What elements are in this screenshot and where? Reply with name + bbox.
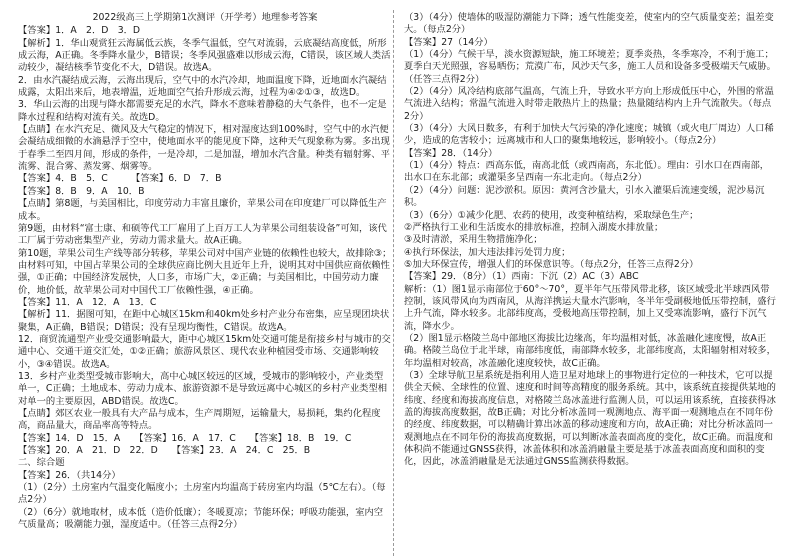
answer-paragraph: 【答案】11．A 12．A 13．C <box>18 296 157 308</box>
answer-paragraph: 【解析】11．据图可知，在距中心城区15km和40km处乡村产业分布密集，应呈现团块状聚集，A正确，B错误；D错误；没有呈现均衡性，C错误。故选A。 <box>18 309 390 333</box>
answer-paragraph: 【答案】20．A 21．D 22．D 【答案】23．A 24．C 25．B <box>18 445 311 457</box>
answer-paragraph: ②严格执行工业和生活废水的排放标准，控制入湖废水排放量； <box>404 221 664 233</box>
answer-paragraph: 【答案】26．（共14分） <box>18 469 121 481</box>
answer-paragraph: 2．由水汽凝结成云海，云海出现后，空气中的水汽冷却，地面温度下降，近地面水汽凝结成露，太阳出来后，地表增温，近地面空气抬升形成云海，过程为④②①③，故选D。 <box>18 74 387 99</box>
answer-paragraph: 13．乡村产业类型受城市影响大，高中心城区较远的区域，受城市的影响较小，产业类型单一，C正确；土地成本、劳动力成本、旅游资源不是导致远离中心城区的乡村产业类型相对单一的主要原因，ABD错误。故选C。 <box>18 370 388 407</box>
answer-paragraph: 【点睛】第8题，与美国相比，印度劳动力丰富且廉价，苹果公司在印度建厂可以降低生产成本。 <box>18 198 387 222</box>
answer-paragraph: （2）（4分）风冷结构底部气温高，气流上升，导致水平方向上形成低压中心，外围的常温气流进入结构；常温气流进入时带走散热片上的热量；热量随结构内上升气流散失。（每点2分） <box>404 86 774 122</box>
answer-paragraph: 第10题，苹果公司生产线等部分转移，苹果公司对中国产业链的依赖性也较大，故排除③；由材料可知，中国占苹果公司的全球供应商比例大且近年上升，说明其对中国供应商依赖性强，①正确；中国经济发展快，人口多，市场广大，②正确；与美国相比，中国劳动力廉价，地价低，故苹果公司对中国代工厂依赖性强，④正确。 <box>18 247 392 296</box>
answer-paragraph: 第9题，由材料“富士康、和硕等代工厂雇用了上百万工人为苹果公司组装设备”可知，该代工厂属于劳动密集型产业，劳动力需求量大。故A正确。 <box>18 222 387 247</box>
answer-paragraph: （1）（4分）气候干旱，淡水资源短缺，施工环境差；夏季炎热，冬季寒冷，不利于施工；夏季白天光照强，容易晒伤；荒漠广布，风沙天气多，施工人员和设备多受极端天气威胁。（任答三点得2分） <box>404 49 776 85</box>
answer-paragraph: 【解析】1．华山观赏狂云海属低云族，冬季气温低，空气对流弱，云底凝结高度低，所形成云海，A正确。冬季降水量少，B错误；冬季风强盛难以形成云海，C错误，该区域人类活动较少，凝结核季节变化不大，D错误。故选A。 <box>18 37 391 74</box>
answer-paragraph: （3）全球导航卫星系统是指利用人造卫星对地球上的事物进行定位的一种技术，它可以提供全天候、全球性的位置、速度和时间等高精度的服务系统。其中，该系统直接提供某地的纬度、经度和海拔高度信息，对格陵兰岛冰盖进行监测人员，可以运用该系统，直接获得冰盖的海拔高度数据，故B正确；对比分析冰盖同一观测地点、海平面一观测地点在不同年份的经度、纬度数据，可以精确计算出冰盖的移动速度和方向，故A正确；对比分析冰盖同一观测地点在不同年份的海拔高度数据，可以判断冰盖表面高度的变化，故C正确。而温度和体积尚不能通过GNSS获得，冰盖体积和冰盖消融量主要是基于冰盖表面高度和面积的变化，因此，冰盖消融量是无法通过GNSS监测获得数据。 <box>404 369 776 468</box>
answer-paragraph: 【答案】28．（14分） <box>404 147 498 159</box>
answer-paragraph: （3）（4分）大风日数多，有利于加快大气污染的净化速度；城镇（或火电厂周边）人口稀少，造成的危害较小；远离城市和人口的聚集地较远，影响较小。（每点2分） <box>404 123 774 147</box>
answer-paragraph: 【答案】29．（8分）（1）西南：下沉（2）AC（3）ABC <box>404 271 639 283</box>
answer-paragraph: （2）图1显示格陵兰岛中部地区海拔比边缘高，年均温相对低，冰盖融化速度慢，故A正确。格陵兰岛位于北半球，南部纬度低，南部降水较多，北部纬度高，太阳辐射相对较多，年均温相对较高，冰盖融化速度较快，故C正确。 <box>404 332 776 369</box>
answer-paragraph: （1）（4分）特点：西高东低，南高北低（或西南高，东北低）。理由：引水口在西南部，出水口在东北部；或灌渠多呈西南一东北走向。（每点2分） <box>404 160 770 184</box>
answer-paragraph: 3．华山云海的出现与降水都需要充足的水汽，降水不意味着静稳的大气条件，也不一定是降水过程和结构对流有关。故选D。 <box>18 99 387 123</box>
answer-paragraph: （1）（2分）土房室内气温变化幅度小；土房室内均温高于砖房室内均温（5℃左右）。（每点2分） <box>18 482 386 506</box>
answer-paragraph: 【答案】1．A 2．D 3．D <box>18 25 141 37</box>
column-divider <box>393 10 394 556</box>
answer-paragraph: 12．商贸流通型产业受交通影响最大，距中心城区15km处交通可能是衔接乡村与城市的交通中心、交通干道交汇处，①②正确；旅游风景区、现代农业种植园受市场、交通影响较小，③④错误。故选A。 <box>18 333 391 370</box>
answer-paragraph: （2）（4分）问题：泥沙淤积。原因：黄河含沙量大，引水入灌渠后流速变缓，泥沙易沉积。 <box>404 184 765 209</box>
answer-paragraph: 【点睛】在水汽充足、微风及大气稳定的情况下，相对湿度达到100%时，空气中的水汽便会凝结成细微的水滴悬浮于空中，使地面水平的能见度下降，这种天气现象称为雾。多出现于春季二至四月间，形成的条件，一是冷却，二是加湿，增加水汽含量。种类有辐射雾、平流雾、混合雾、蒸发雾、烟雾等。 <box>18 124 390 173</box>
answer-paragraph: 解析：（1）图1显示南部位于60°～70°，夏半年气压带风带北移，该区域受北半球西风带控制，该风带风向为西南风，从海洋携运大量水汽影响，冬半年受副极地低压带控制，盛行上升气流，降水较多。北部纬度高，受极地高压带控制，加上又受寒流影响，盛行下沉气流，降水少。 <box>404 283 776 332</box>
answer-paragraph: （3）（4分）使墙体的吸湿防潮能力下降；透气性能变差，使室内的空气质量变差；温差变大。（每点2分） <box>404 12 774 36</box>
right-column <box>404 12 776 556</box>
answer-paragraph: 【答案】4．B 5．C 【答案】6．D 7．B <box>18 173 222 185</box>
answer-paragraph: ③及时清淤，采用生物措施净化； <box>404 234 543 246</box>
answer-paragraph: （2）（6分）就地取材，成本低（造价低廉）；冬暖夏凉；节能环保；呼吸功能强，室内空气质量高；吸潮能力强，湿度适中。（任答三点得2分） <box>18 506 384 531</box>
answer-paragraph: 二、综合题 <box>18 457 65 469</box>
answer-paragraph: 【点睛】郊区农业一般具有大产品与成本，生产周期短，运输量大，易损耗，集约化程度高，商品量大，商品率高等特点。 <box>18 408 381 432</box>
answer-paragraph: ④执行环保法，加大违法排污处罚力度； <box>404 246 571 258</box>
answer-paragraph: 【答案】27（14分） <box>404 36 493 48</box>
answer-paragraph: （3）（6分）①减少化肥、农药的使用，改变种植结构，采取绿色生产； <box>404 209 699 221</box>
answer-paragraph: ⑤加大环保宣传，增强人们的环保意识等。（每点2分，任答三点得2分） <box>404 258 699 270</box>
answer-paragraph: 【答案】14．D 15．A 【答案】16．A 17．C 【答案】18．B 19．C <box>18 432 352 444</box>
left-column <box>18 12 392 556</box>
answer-paragraph: 【答案】8．B 9．A 10．B <box>18 185 145 197</box>
page-title: 2022级高三上学期第1次测评（开学考）地理参考答案 <box>92 12 318 23</box>
